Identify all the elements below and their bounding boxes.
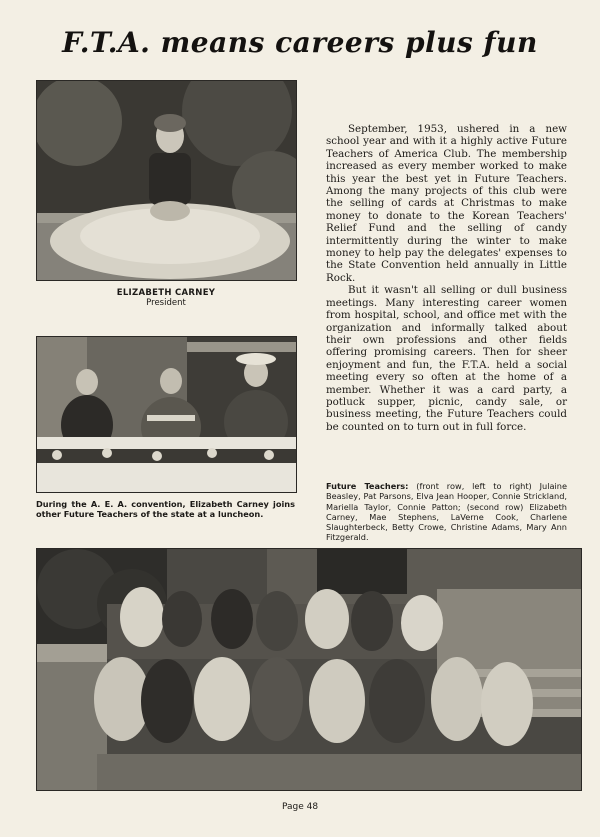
group-caption-text: (front row, left to right) Julaine Beasley, Pat Parsons, Elva Jean Hooper, Connie Strickland, Mariella Taylor, Connie Patton; (second row) Elizabeth Carney, Mae Stephens, LaVerne Cook, Charlene Slaughterbeck, Betty Crowe, Christine Adams, Mary Ann Fitzgerald. — [326, 481, 567, 543]
article-body — [326, 123, 567, 433]
article-paragraph-1: September, 1953, ushered in a new school year and with it a highly active Future Teachers of America Club. The membership increased as every member worked to make this year the best yet in Future Teachers. Among the many projects of this club were the selling of cards at Christmas to make money to donate to the Korean Teachers' Relief Fund and the selling of candy intermittently during the winter to make money to help pay the delegates' expenses to the State Convention held annually in Little Rock. — [326, 123, 567, 284]
portrait-photo-art — [37, 81, 296, 280]
luncheon-caption-text: During the A. E. A. convention, Elizabeth Carney joins other Future Teachers of the state at a luncheon. — [36, 499, 295, 520]
page-title: F.T.A. means careers plus fun — [62, 26, 538, 59]
luncheon-photo — [36, 336, 297, 493]
group-photo-art — [37, 549, 581, 790]
portrait-photo — [36, 80, 297, 281]
group-caption-lead: Future Teachers: — [326, 481, 409, 491]
page-number: Page 48 — [281, 802, 319, 812]
group-photo — [36, 548, 582, 791]
portrait-role-caption: President — [146, 298, 186, 308]
article-paragraph-2: But it wasn't all selling or dull business meetings. Many interesting career women from hospital, school, and office met with the organization and informally talked about their own professions and other fields offering promising careers. Then for sheer enjoyment and fun, the F.T.A. held a social meeting every so often at the home of a member. Whether it was a card party, a potluck supper, picnic, candy sale, or business meeting, the Future Teachers could be counted on to turn out in full force. — [326, 284, 567, 433]
group-caption — [326, 481, 567, 543]
portrait-name-caption: ELIZABETH CARNEY — [116, 288, 216, 298]
luncheon-photo-art — [37, 337, 296, 492]
luncheon-caption — [36, 499, 295, 520]
